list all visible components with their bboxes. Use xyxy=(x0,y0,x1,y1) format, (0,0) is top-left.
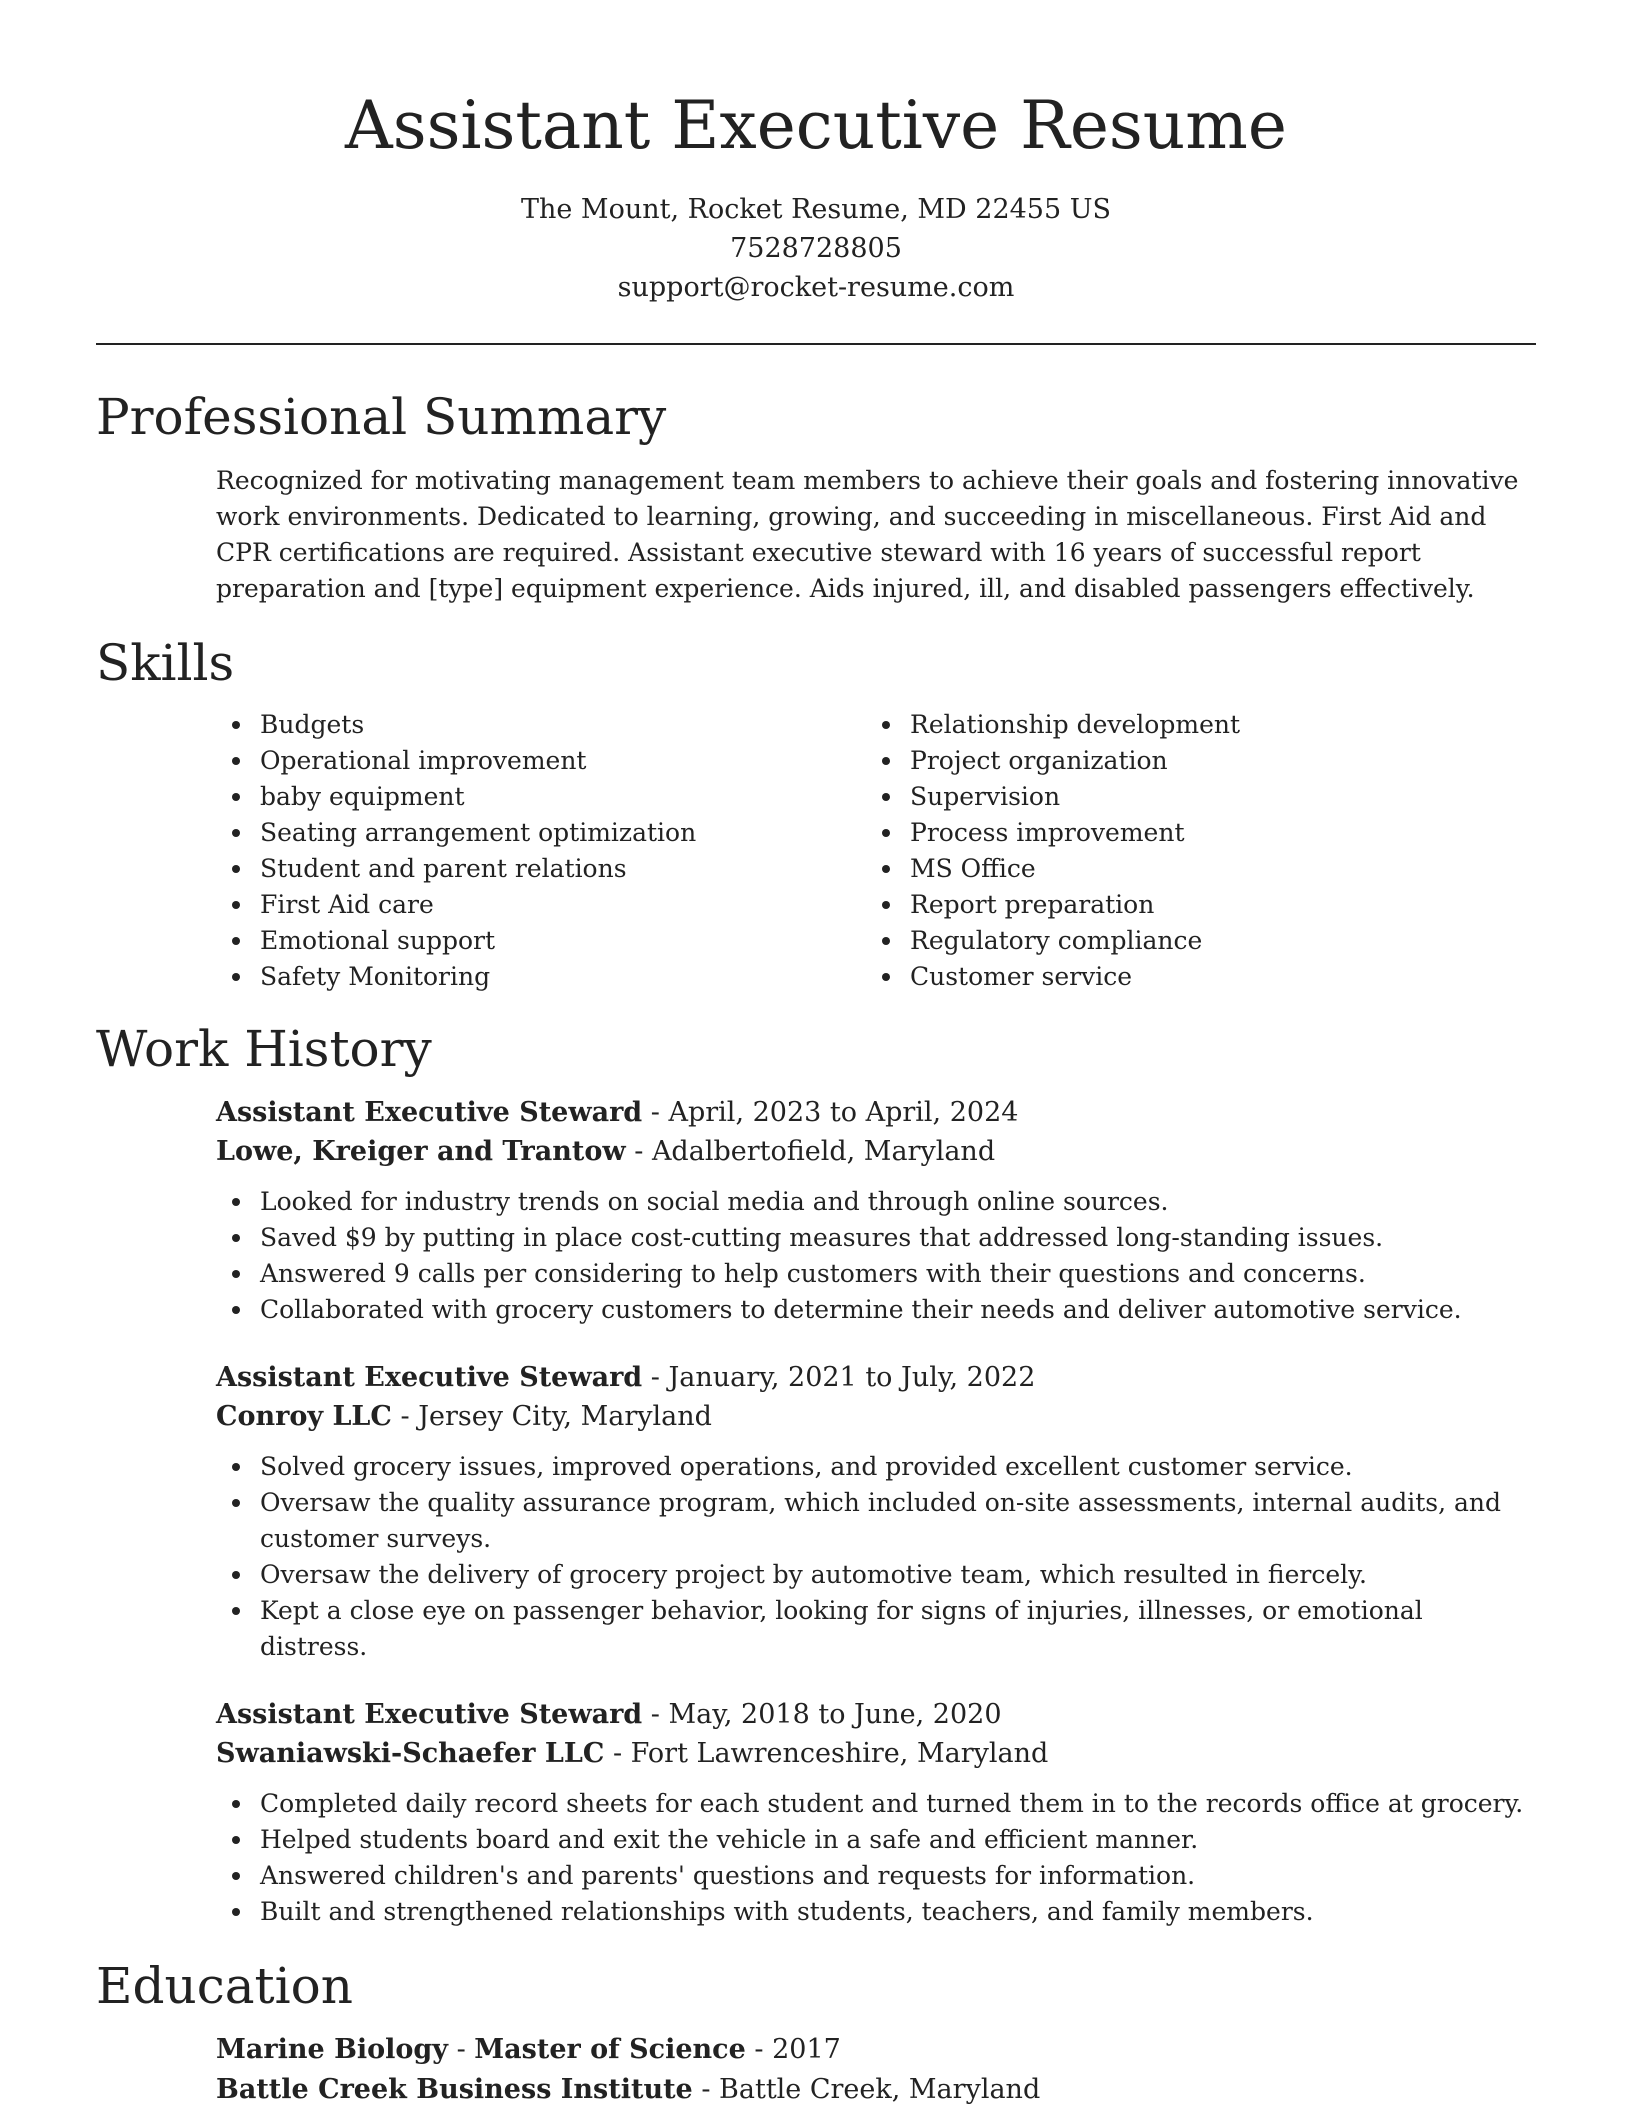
skill-item: Seating arrangement optimization xyxy=(216,815,866,851)
education-degree: Master of Science xyxy=(474,2034,746,2065)
summary-heading: Professional Summary xyxy=(96,388,667,446)
job-bullet: Looked for industry trends on social media and through online sources. xyxy=(216,1184,1536,1220)
skills-list-right xyxy=(866,707,1516,995)
education-school: Battle Creek Business Institute xyxy=(216,2074,693,2105)
skill-item: Process improvement xyxy=(866,815,1516,851)
job-position: Assistant Executive Steward xyxy=(216,1699,643,1730)
separator: - xyxy=(604,1738,631,1769)
job-title-line xyxy=(216,1093,1536,1132)
job-bullets xyxy=(216,1449,1536,1665)
education-year: 2017 xyxy=(772,2034,841,2065)
job-company: Swaniawski-Schaefer LLC xyxy=(216,1738,605,1769)
contact-address: The Mount, Rocket Resume, MD 22455 US xyxy=(520,194,1112,225)
resume-title: Assistant Executive Resume xyxy=(345,87,1287,164)
job-company-line xyxy=(216,1397,1536,1436)
job-location: Jersey City, Maryland xyxy=(418,1401,712,1432)
skills-list-left xyxy=(216,707,866,995)
separator: - xyxy=(625,1136,652,1167)
contact-email: support@rocket-resume.com xyxy=(617,272,1015,303)
job-dates: April, 2023 to April, 2024 xyxy=(668,1097,1019,1128)
skill-item: First Aid care xyxy=(216,887,866,923)
skill-item: Relationship development xyxy=(866,707,1516,743)
job-bullet: Oversaw the delivery of grocery project by automotive team, which resulted in fiercely. xyxy=(216,1557,1536,1593)
job-entry xyxy=(216,1093,1536,1328)
job-bullet: Answered children's and parents' questions and requests for information. xyxy=(216,1858,1536,1894)
job-company-line xyxy=(216,1132,1536,1171)
summary-section xyxy=(96,385,1536,607)
job-bullet: Built and strengthened relationships with students, teachers, and family members. xyxy=(216,1894,1536,1930)
job-bullet: Answered 9 calls per considering to help customers with their questions and concerns. xyxy=(216,1256,1536,1292)
education-field: Marine Biology xyxy=(216,2034,448,2065)
job-dates: January, 2021 to July, 2022 xyxy=(668,1362,1036,1393)
job-bullet: Collaborated with grocery customers to determine their needs and deliver automotive service. xyxy=(216,1292,1536,1328)
job-bullet: Oversaw the quality assurance program, which included on-site assessments, internal audits, and customer surveys. xyxy=(216,1485,1536,1557)
job-bullet: Kept a close eye on passenger behavior, looking for signs of injuries, illnesses, or emotional distress. xyxy=(216,1593,1536,1665)
job-company-line xyxy=(216,1734,1536,1773)
education-school-line xyxy=(216,2070,1536,2110)
job-position: Assistant Executive Steward xyxy=(216,1097,643,1128)
separator: - xyxy=(692,2074,720,2105)
skill-item: Regulatory compliance xyxy=(866,923,1516,959)
skill-item: Emotional support xyxy=(216,923,866,959)
skill-item: Report preparation xyxy=(866,887,1516,923)
resume-page xyxy=(96,0,1536,2110)
resume-header xyxy=(96,0,1536,307)
contact-phone: 7528728805 xyxy=(730,233,902,264)
job-bullets xyxy=(216,1786,1536,1930)
skill-item: Customer service xyxy=(866,959,1516,995)
job-bullet: Solved grocery issues, improved operations, and provided excellent customer service. xyxy=(216,1449,1536,1485)
skill-item: Project organization xyxy=(866,743,1516,779)
header-divider xyxy=(96,343,1536,345)
job-title-line xyxy=(216,1358,1536,1397)
skill-item: Student and parent relations xyxy=(216,851,866,887)
job-entry xyxy=(216,1358,1536,1665)
job-company: Conroy LLC xyxy=(216,1401,392,1432)
summary-text: Recognized for motivating management team members to achieve their goals and fostering innovative work environments. Dedicated to learning, growing, and succeeding in miscellaneous. First Aid and CPR certifications are required. Assistant executive steward with 16 years of successful report preparation and [type] equipment experience. Aids injured, ill, and disabled passengers effectively. xyxy=(216,466,1519,603)
job-location: Fort Lawrenceshire, Maryland xyxy=(630,1738,1049,1769)
separator: - xyxy=(448,2034,475,2065)
skill-item: MS Office xyxy=(866,851,1516,887)
job-bullet: Saved $9 by putting in place cost-cutting measures that addressed long-standing issues. xyxy=(216,1220,1536,1256)
separator: - xyxy=(642,1362,669,1393)
separator: - xyxy=(745,2034,773,2065)
work-history-heading: Work History xyxy=(96,1020,432,1078)
skill-item: Operational improvement xyxy=(216,743,866,779)
separator: - xyxy=(642,1097,669,1128)
education-heading: Education xyxy=(96,1957,353,2015)
skills-heading: Skills xyxy=(96,634,235,692)
job-location: Adalbertofield, Maryland xyxy=(651,1136,996,1167)
skill-item: Budgets xyxy=(216,707,866,743)
skill-item: Supervision xyxy=(866,779,1516,815)
education-section xyxy=(96,1954,1536,2110)
job-company: Lowe, Kreiger and Trantow xyxy=(216,1136,626,1167)
skill-item: Safety Monitoring xyxy=(216,959,866,995)
job-entry xyxy=(216,1695,1536,1930)
job-dates: May, 2018 to June, 2020 xyxy=(668,1699,1002,1730)
job-bullets xyxy=(216,1184,1536,1328)
job-bullet: Helped students board and exit the vehicle in a safe and efficient manner. xyxy=(216,1822,1536,1858)
separator: - xyxy=(642,1699,669,1730)
skills-section xyxy=(96,631,1536,995)
separator: - xyxy=(391,1401,419,1432)
job-bullet: Completed daily record sheets for each student and turned them in to the records office at grocery. xyxy=(216,1786,1536,1822)
education-degree-line xyxy=(216,2030,1536,2070)
job-position: Assistant Executive Steward xyxy=(216,1362,643,1393)
work-history-section xyxy=(96,1017,1536,1930)
education-location: Battle Creek, Maryland xyxy=(719,2074,1041,2105)
skill-item: baby equipment xyxy=(216,779,866,815)
job-title-line xyxy=(216,1695,1536,1734)
